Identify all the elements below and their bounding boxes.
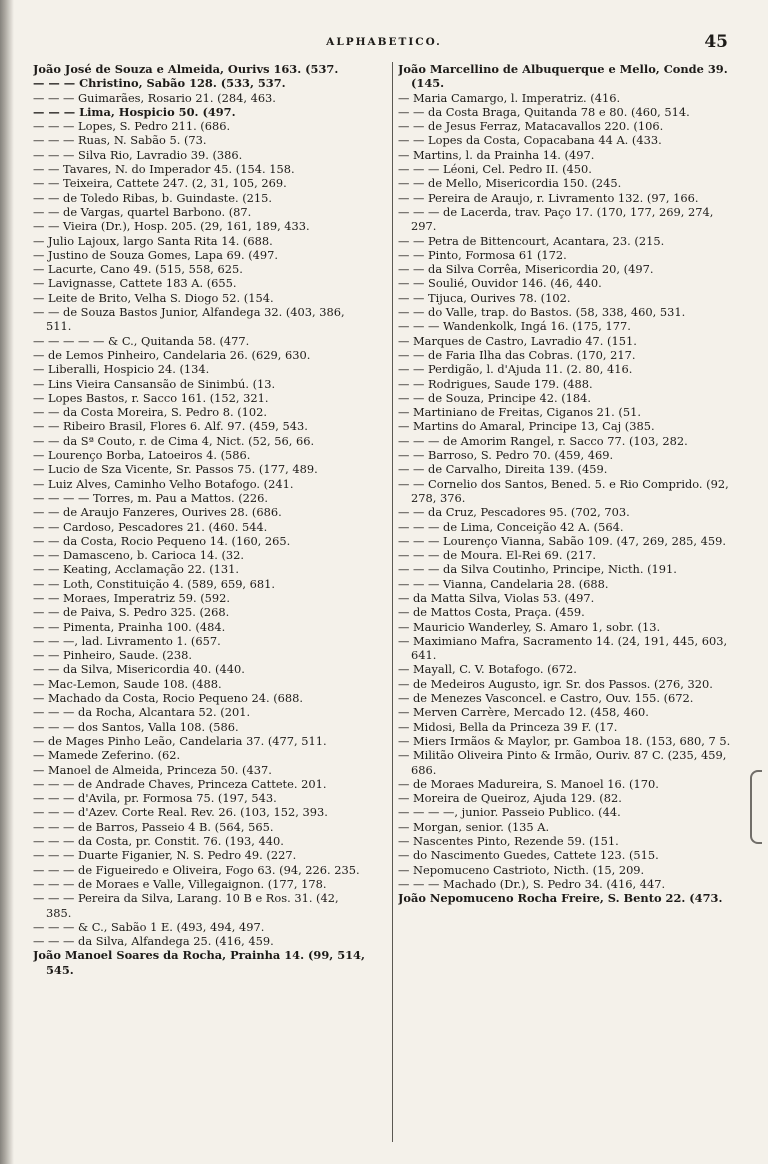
directory-entry: — Lins Vieira Cansansão de Sinimbú. (13.	[33, 376, 276, 391]
directory-entry: — Lopes Bastos, r. Sacco 161. (152, 321.	[33, 390, 269, 405]
directory-entry: — Moreira de Queiroz, Ajuda 129. (82.	[398, 791, 622, 806]
directory-entry: João Nepomuceno Rocha Freire, S. Bento 22. (473.	[398, 891, 723, 906]
directory-entry: — — de Souza Bastos Junior, Alfandega 32. (403, 386, 511.	[33, 305, 345, 334]
directory-entry: — de Medeiros Augusto, igr. Sr. dos Passos. (276, 320.	[398, 676, 713, 691]
directory-entry: — — de Mello, Misericordia 150. (245.	[398, 176, 622, 191]
directory-entry: — Midosi, Bella da Princeza 39 F. (17.	[398, 719, 618, 734]
directory-entry: — — Moraes, Imperatriz 59. (592.	[33, 590, 231, 605]
directory-entry: — Mauricio Wanderley, S. Amaro 1, sobr. (13.	[398, 619, 661, 634]
directory-entry: — — Loth, Constituição 4. (589, 659, 681.	[33, 576, 276, 591]
directory-entry: — — de Jesus Ferraz, Matacavallos 220. (106.	[398, 119, 664, 134]
binding-clip-mark	[750, 770, 762, 844]
page-header	[0, 32, 768, 54]
directory-entry: — — — Lima, Hospicio 50. (497.	[33, 104, 236, 119]
directory-entry: — — Pimenta, Prainha 100. (484.	[33, 619, 226, 634]
directory-entry: — — — d'Azev. Corte Real. Rev. 26. (103, 152, 393.	[33, 805, 328, 820]
directory-entry: — — de Araujo Fanzeres, Ourives 28. (686.	[33, 505, 282, 520]
directory-entry: — Lavignasse, Cattete 183 A. (655.	[33, 276, 237, 291]
directory-entry: — Morgan, senior. (135 A.	[398, 819, 550, 834]
directory-entry: — — — — Torres, m. Pau a Mattos. (226.	[33, 490, 269, 505]
directory-entry: — — Teixeira, Cattete 247. (2, 31, 105, 269.	[33, 176, 287, 191]
directory-entry: — Luiz Alves, Caminho Velho Botafogo. (241.	[33, 476, 294, 491]
directory-entry: — Mamede Zeferino. (62.	[33, 748, 181, 763]
directory-entry: — de Menezes Vasconcel. e Castro, Ouv. 155. (672.	[398, 691, 694, 706]
directory-entry: — — Vieira (Dr.), Hosp. 205. (29, 161, 189, 433.	[33, 219, 310, 234]
directory-entry: — — — Duarte Figanier, N. S. Pedro 49. (227.	[33, 848, 297, 863]
directory-entry: — — da Sª Couto, r. de Cima 4, Nict. (52, 56, 66.	[33, 433, 315, 448]
directory-entry: — — — Léoni, Cel. Pedro II. (450.	[398, 162, 592, 177]
directory-entry: — — Petra de Bittencourt, Acantara, 23. (215.	[398, 233, 665, 248]
directory-entry: — — Rodrigues, Saude 179. (488.	[398, 376, 593, 391]
directory-entry: — de Moraes Madureira, S. Manoel 16. (170.	[398, 776, 659, 791]
directory-entry: — Nepomuceno Castrioto, Nicth. (15, 209.	[398, 862, 645, 877]
directory-entry: — — Soulié, Ouvidor 146. (46, 440.	[398, 276, 602, 291]
directory-entry: — Nascentes Pinto, Rezende 59. (151.	[398, 834, 619, 849]
directory-entry: — — — Pereira da Silva, Larang. 10 B e Ros. 31. (42, 385.	[33, 891, 339, 920]
page-title: ALPHABETICO.	[326, 36, 442, 48]
directory-entry: — — — de Andrade Chaves, Princeza Cattete. 201.	[33, 776, 327, 791]
directory-entry: — Lourenço Borba, Latoeiros 4. (586.	[33, 448, 251, 463]
directory-entry: — — Pinto, Formosa 61 (172.	[398, 247, 567, 262]
directory-entry: — — Lopes da Costa, Copacabana 44 A. (433.	[398, 133, 662, 148]
directory-entry: João Manoel Soares da Rocha, Prainha 14. (99, 514, 545.	[33, 948, 365, 977]
directory-entry: — — —, lad. Livramento 1. (657.	[33, 633, 221, 648]
directory-entry: — Martins do Amaral, Principe 13, Caj (385.	[398, 419, 655, 434]
directory-entry: — — — da Silva, Alfandega 25. (416, 459.	[33, 934, 274, 949]
page-edge-shadow	[0, 0, 14, 1164]
directory-entry: — Liberalli, Hospicio 24. (134.	[33, 362, 210, 377]
column-divider	[392, 62, 393, 1142]
directory-entry: — — — de Moraes e Valle, Villegaignon. (177, 178.	[33, 876, 327, 891]
directory-entry: João Marcellino de Albuquerque e Mello, Conde 39. (145.	[398, 62, 728, 91]
directory-entry: — — da Silva Corrêa, Misericordia 20, (497.	[398, 262, 654, 277]
directory-entry: — — da Cruz, Pescadores 95. (702, 703.	[398, 505, 630, 520]
directory-entry: — — — da Silva Coutinho, Principe, Nicth. (191.	[398, 562, 677, 577]
directory-entry: — — — d'Avila, pr. Formosa 75. (197, 543.	[33, 791, 277, 806]
directory-entry: — — do Valle, trap. do Bastos. (58, 338, 460, 531.	[398, 305, 686, 320]
directory-entry: — — Pereira de Araujo, r. Livramento 132. (97, 166.	[398, 190, 699, 205]
directory-entry: — da Matta Silva, Violas 53. (497.	[398, 590, 595, 605]
directory-entry: — — — de Figueiredo e Oliveira, Fogo 63. (94, 226. 235.	[33, 862, 360, 877]
directory-entry: — — Tavares, N. do Imperador 45. (154. 158.	[33, 162, 295, 177]
directory-entry: — Lacurte, Cano 49. (515, 558, 625.	[33, 262, 243, 277]
directory-entry: — Merven Carrère, Mercado 12. (458, 460.	[398, 705, 649, 720]
directory-entry: — — Barroso, S. Pedro 70. (459, 469.	[398, 448, 614, 463]
directory-entry: — Lucio de Sza Vicente, Sr. Passos 75. (177, 489.	[33, 462, 318, 477]
directory-entry: — — de Carvalho, Direita 139. (459.	[398, 462, 608, 477]
directory-entry: — de Mattos Costa, Praça. (459.	[398, 605, 585, 620]
directory-entry: — Machado da Costa, Rocio Pequeno 24. (688.	[33, 691, 304, 706]
left-column	[33, 62, 367, 1157]
directory-entry: — — de Souza, Principe 42. (184.	[398, 390, 592, 405]
directory-entry: — — Perdigão, l. d'Ajuda 11. (2. 80, 416.	[398, 362, 633, 377]
directory-entry: — — — Lourenço Vianna, Sabão 109. (47, 269, 285, 459.	[398, 533, 726, 548]
directory-entry: — — de Vargas, quartel Barbono. (87.	[33, 204, 252, 219]
directory-entry: — — da Costa, Rocio Pequeno 14. (160, 265.	[33, 533, 291, 548]
directory-entry: — Martiniano de Freitas, Ciganos 21. (51.	[398, 405, 641, 420]
directory-entry: — Maximiano Mafra, Sacramento 14. (24, 191, 445, 603, 641.	[398, 633, 728, 663]
directory-entry: — — — Wandenkolk, Ingá 16. (175, 177.	[398, 319, 631, 334]
directory-entry: — de Mages Pinho Leão, Candelaria 37. (477, 511.	[33, 733, 327, 748]
directory-entry: — — — Machado (Dr.), S. Pedro 34. (416, 447.	[398, 876, 666, 891]
directory-entry: — Julio Lajoux, largo Santa Rita 14. (688.	[33, 233, 273, 248]
directory-entry: — — da Costa Moreira, S. Pedro 8. (102.	[33, 405, 268, 420]
directory-entry: — — — de Amorim Rangel, r. Sacco 77. (103, 282.	[398, 433, 688, 448]
right-column	[398, 62, 738, 1157]
directory-entry: — — — Christino, Sabão 128. (533, 537.	[33, 76, 286, 91]
directory-entry: — Leite de Brito, Velha S. Diogo 52. (154.	[33, 290, 274, 305]
directory-entry: — Miers Irmãos & Maylor, pr. Gamboa 18. (153, 680, 7 5.	[398, 733, 731, 748]
directory-entry: — — de Faria Ilha das Cobras. (170, 217.	[398, 347, 636, 362]
directory-entry: — — Ribeiro Brasil, Flores 6. Alf. 97. (459, 543.	[33, 419, 308, 434]
directory-entry: — — Cardoso, Pescadores 21. (460. 544.	[33, 519, 268, 534]
directory-entry: — — da Costa Braga, Quitanda 78 e 80. (460, 514.	[398, 104, 690, 119]
directory-entry: — — — & C., Sabão 1 E. (493, 494, 497.	[33, 919, 265, 934]
directory-entry: — — — de Moura. El-Rei 69. (217.	[398, 548, 596, 563]
directory-entry: — — — Silva Rio, Lavradio 39. (386.	[33, 147, 243, 162]
directory-entry: — — Keating, Acclamação 22. (131.	[33, 562, 240, 577]
directory-entry: — — — dos Santos, Valla 108. (586.	[33, 719, 239, 734]
directory-entry: — — — Lopes, S. Pedro 211. (686.	[33, 119, 231, 134]
directory-entry: — de Lemos Pinheiro, Candelaria 26. (629, 630.	[33, 347, 311, 362]
directory-entry: — — — de Barros, Passeio 4 B. (564, 565.	[33, 819, 274, 834]
directory-entry: — Mac-Lemon, Saude 108. (488.	[33, 676, 222, 691]
directory-entry: — — da Silva, Misericordia 40. (440.	[33, 662, 245, 677]
directory-entry: João José de Souza e Almeida, Ourivs 163. (537.	[33, 62, 339, 76]
directory-entry: — — — Ruas, N. Sabão 5. (73.	[33, 133, 207, 148]
directory-entry: — — — de Lacerda, trav. Paço 17. (170, 177, 269, 274, 297.	[398, 204, 714, 234]
directory-entry: — Manoel de Almeida, Princeza 50. (437.	[33, 762, 272, 777]
directory-entry: — — Cornelio dos Santos, Bened. 5. e Rio Comprido. (92, 278, 376.	[398, 476, 729, 505]
directory-entry: — — — Guimarães, Rosario 21. (284, 463.	[33, 90, 276, 105]
directory-entry: — Maria Camargo, l. Imperatriz. (416.	[398, 90, 621, 105]
directory-entry: — Marques de Castro, Lavradio 47. (151.	[398, 333, 637, 348]
directory-entry: — — — de Lima, Conceição 42 A. (564.	[398, 519, 624, 534]
directory-entry: — — — da Costa, pr. Constit. 76. (193, 440.	[33, 834, 284, 849]
directory-entry: — Mayall, C. V. Botafogo. (672.	[398, 662, 577, 677]
directory-entry: — — Damasceno, b. Carioca 14. (32.	[33, 548, 245, 563]
directory-entry: — Militão Oliveira Pinto & Irmão, Ouriv. 87 C. (235, 459, 686.	[398, 748, 727, 777]
page-number: 45	[704, 32, 728, 52]
directory-entry: — — — — — & C., Quitanda 58. (477.	[33, 333, 250, 348]
directory-entry: — — — da Rocha, Alcantara 52. (201.	[33, 705, 251, 720]
directory-entry: — Martins, l. da Prainha 14. (497.	[398, 147, 595, 162]
directory-entry: — Justino de Souza Gomes, Lapa 69. (497.	[33, 247, 279, 262]
directory-entry: — — Pinheiro, Saude. (238.	[33, 648, 192, 663]
directory-entry: — — Tijuca, Ourives 78. (102.	[398, 290, 571, 305]
directory-entry: — — de Toledo Ribas, b. Guindaste. (215.	[33, 190, 273, 205]
directory-entry: — — — —, junior. Passeio Publico. (44.	[398, 805, 621, 820]
directory-entry: — — — Vianna, Candelaria 28. (688.	[398, 576, 609, 591]
directory-entry: — do Nascimento Guedes, Cattete 123. (515.	[398, 848, 659, 863]
directory-entry: — — de Paiva, S. Pedro 325. (268.	[33, 605, 230, 620]
